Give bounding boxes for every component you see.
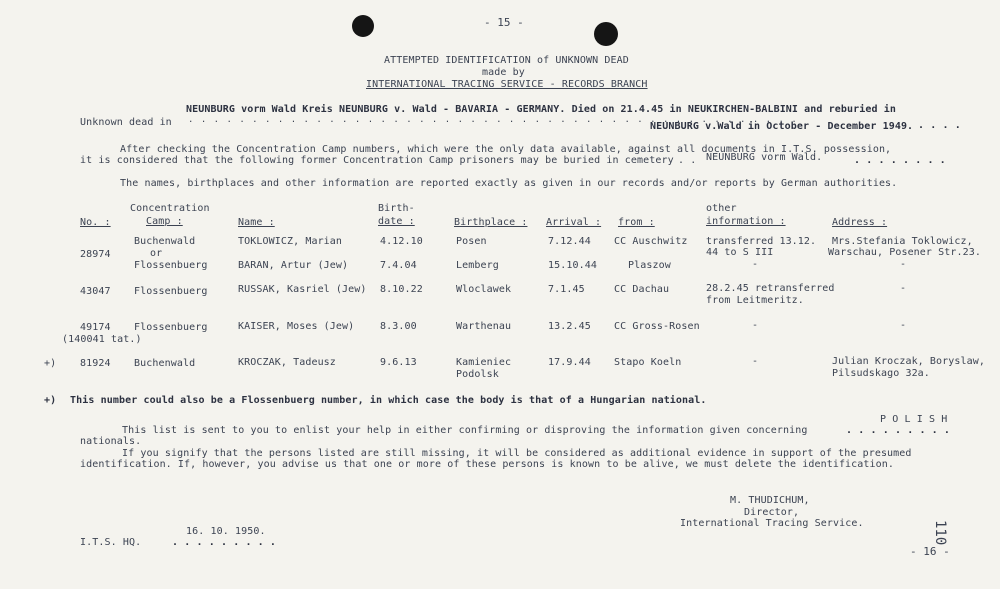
punch-hole-left [352,15,374,37]
col-header-name: Name : [238,217,275,228]
para-checking-line1: After checking the Concentration Camp numbers, which were the only data available, against all documents in I.T.S. possession, [120,144,892,155]
table-row-4-birthdate: 9.6.13 [380,357,417,368]
table-row-3-no: 49174 [80,322,111,333]
unknown-dead-detail-line2: NEUNBURG v.Wald in October - December 1949. [650,121,914,132]
para-checking-trailing-dots: . . . . . . . . [854,155,946,166]
unknown-dead-detail-line1: NEUNBURG vorm Wald Kreis NEUNBURG v. Wald - BAVARIA - GERMANY. Died on 21.4.45 in NEUKIRCHEN-BALBINI and reburied in [186,104,896,115]
table-row-3-address: - [900,320,907,331]
col-header-birthdate-2: date : [378,216,415,227]
table-row-1-camp-or: or [150,248,163,259]
punch-hole-right [594,22,618,46]
table-row-3-arrival: 13.2.45 [548,321,591,332]
table-row-1-camp-b: Flossenbuerg [134,260,208,271]
table-row-4-address-a: Julian Kroczak, Boryslaw, [832,356,986,367]
table-row-1-address-c: - [900,259,907,270]
para-signify-line2: identification. If, however, you advise us that one or more of these persons is known to be alive, we must delete the identification. [80,459,895,470]
table-row-4-arrival: 17.9.44 [548,357,591,368]
col-header-other-2: information : [706,216,786,227]
footnote-text: This number could also be a Flossenbuerg number, in which case the body is that of a Hungarian national. [70,395,707,406]
table-row-4-birthplace-a: Kamieniec [456,357,512,368]
col-header-other-1: other [706,203,737,214]
table-row-1-other-a: transferred 13.12. [706,236,817,247]
col-header-from: from : [618,217,655,228]
table-row-4-from: Stapo Koeln [614,357,682,368]
para-enlist-line1: This list is sent to you to enlist your help in either confirming or disproving the information given concerning [122,425,808,436]
table-row-2-from: CC Dachau [614,284,670,295]
table-row-3-camp: Flossenbuerg [134,322,208,333]
table-row-1-birthplace-b: Lemberg [456,260,499,271]
table-row-1-camp-a: Buchenwald [134,236,196,247]
table-row-3-no-note: (140041 tat.) [62,334,142,345]
table-row-2-other-b: from Leitmeritz. [706,295,804,306]
para-enlist-line2: nationals. [80,436,142,447]
table-row-2-birthplace: Wloclawek [456,284,512,295]
unknown-dead-trailing-dots: . . . . [918,120,961,131]
para-enlist-dots: . . . . . . . . . [846,425,951,436]
nationality: P O L I S H [880,414,948,425]
page-number-top: - 15 - [484,16,524,29]
table-row-4-camp: Buchenwald [134,358,196,369]
header-made-by: made by [482,67,525,78]
table-row-4-name: KROCZAK, Tadeusz [238,357,336,368]
col-header-address: Address : [832,217,888,228]
signature-name: M. THUDICHUM, [730,495,810,506]
table-row-4-marker: +) [44,358,57,369]
unknown-dead-dots: . . . . . . . . . . . . . . . . . . . . . . . . . . . . . . . . . . . . . . . . . . . . . . . . [188,115,798,125]
table-row-1-address-a: Mrs.Stefania Toklowicz, [832,236,973,247]
table-row-2-address: - [900,283,907,294]
table-row-4-address-b: Pilsudskago 32a. [832,368,930,379]
table-row-1-name-b: BARAN, Artur (Jew) [238,260,349,271]
table-row-1-address-b: Warschau, Posener Str.23. [828,247,982,258]
col-header-birthplace: Birthplace : [454,217,528,228]
cemetery-place: NEUNBURG vorm Wald. [706,152,823,163]
col-header-arrival: Arrival : [546,217,602,228]
its-hq-date: 16. 10. 1950. [186,526,266,537]
table-row-4-no: 81924 [80,358,111,369]
table-row-1-other-c: - [752,259,759,270]
col-header-birthdate-1: Birth- [378,203,415,214]
para-signify-line1: If you signify that the persons listed are still missing, it will be considered as additional evidence in support of the presumed [122,448,912,459]
table-row-3-name: KAISER, Moses (Jew) [238,321,355,332]
table-row-4-birthplace-b: Podolsk [456,369,499,380]
table-row-1-other-b: 44 to S III [706,247,774,258]
col-header-no: No. : [80,217,111,228]
table-row-1-from-a: CC Auschwitz [614,236,688,247]
table-row-3-birthplace: Warthenau [456,321,512,332]
table-row-1-no: 28974 [80,249,111,260]
footnote-marker: +) [44,395,57,406]
table-row-2-birthdate: 8.10.22 [380,284,423,295]
col-header-camp-2: Camp : [146,216,183,227]
table-row-3-birthdate: 8.3.00 [380,321,417,332]
table-row-1-birthdate-a: 4.12.10 [380,236,423,247]
table-row-3-other: - [752,320,759,331]
signature-title: Director, [744,507,800,518]
table-row-1-name-a: TOKLOWICZ, Marian [238,236,343,247]
col-header-camp-1: Concentration [130,203,210,214]
table-row-1-birthplace-a: Posen [456,236,487,247]
table-row-3-from: CC Gross-Rosen [614,321,700,332]
header-title: ATTEMPTED IDENTIFICATION of UNKNOWN DEAD [384,55,629,66]
page-number-side: 110 [932,520,948,546]
header-organization: INTERNATIONAL TRACING SERVICE - RECORDS BRANCH [366,79,648,90]
table-row-1-arrival-a: 7.12.44 [548,236,591,247]
table-row-1-arrival-b: 15.10.44 [548,260,597,271]
para-checking-line2: it is considered that the following former Concentration Camp prisoners may be buried in cemetery [80,155,674,166]
table-row-2-arrival: 7.1.45 [548,284,585,295]
table-row-2-camp: Flossenbuerg [134,286,208,297]
its-hq-label: I.T.S. HQ. [80,537,142,548]
unknown-dead-label: Unknown dead in [80,117,172,128]
table-row-2-no: 43047 [80,286,111,297]
para-names: The names, birthplaces and other information are reported exactly as given in our records and/or reports by German authorities. [120,178,898,189]
table-row-2-name: RUSSAK, Kasriel (Jew) [238,284,367,295]
table-row-4-other: - [752,356,759,367]
its-hq-dots: . . . . . . . . . [172,537,277,548]
table-row-2-other-a: 28.2.45 retransferred [706,283,835,294]
table-row-1-from-b: Plaszow [628,260,671,271]
para-checking-line2-dots: . . [678,155,697,166]
signature-org: International Tracing Service. [680,518,864,529]
page-number-bottom: - 16 - [910,545,950,558]
table-row-1-birthdate-b: 7.4.04 [380,260,417,271]
